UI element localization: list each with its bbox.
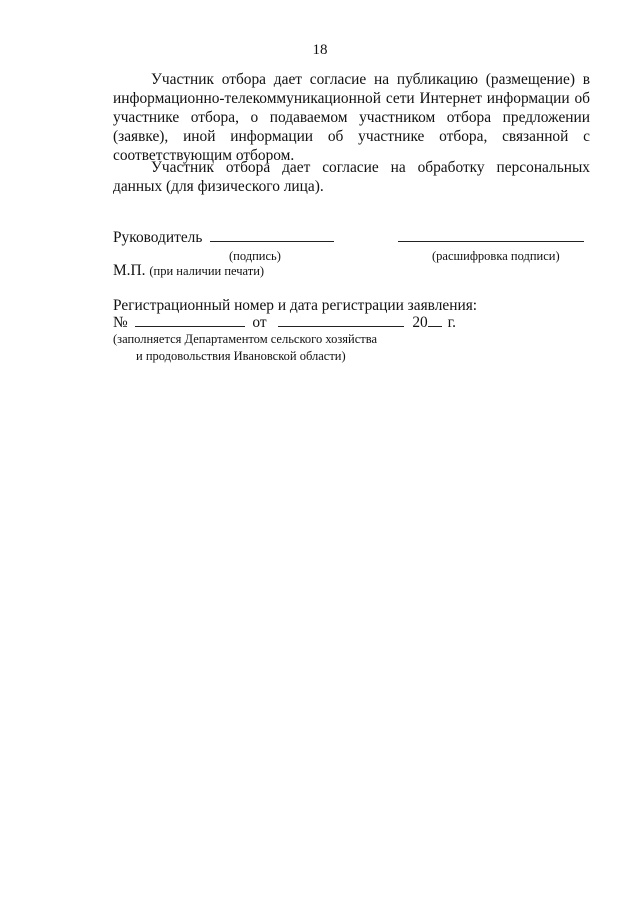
registration-number-line (113, 314, 456, 332)
year-prefix: 20 (412, 314, 428, 331)
number-sign: № (113, 314, 128, 331)
registration-note-line2: и продовольствия Ивановской области) (136, 349, 346, 363)
consent-personal-data-paragraph: Участник отбора дает согласие на обработку персональных данных (для физического лица). (113, 159, 590, 195)
registration-title: Регистрационный номер и дата регистрации заявления: (113, 297, 478, 314)
from-label: от (252, 314, 267, 331)
head-signature-line (113, 229, 334, 247)
decoding-caption: (расшифровка подписи) (432, 249, 560, 263)
signature-caption: (подпись) (229, 249, 281, 263)
head-label: Руководитель (113, 229, 203, 246)
decoding-line (398, 229, 584, 247)
consent-publication-paragraph: Участник отбора дает согласие на публикацию (размещение) в информационно-телекоммуникационной сети Интернет информации об участнике отбора, о подаваемом участником отбора предложении (заявке), иной информации об участнике отбора, связанной с соответствующим отбором. (113, 71, 590, 164)
stamp-label: М.П. (113, 262, 146, 279)
stamp-note: (при наличии печати) (149, 264, 265, 278)
signature-blank (210, 241, 334, 242)
registration-note-line1: (заполняется Департаментом сельского хозяйства (113, 332, 378, 346)
stamp-line (113, 262, 264, 280)
year-suffix: г. (447, 314, 457, 331)
decoding-blank (398, 241, 584, 242)
registration-date-blank (278, 326, 404, 327)
year-blank (428, 326, 442, 327)
page-number: 18 (312, 42, 328, 58)
registration-number-blank (135, 326, 245, 327)
